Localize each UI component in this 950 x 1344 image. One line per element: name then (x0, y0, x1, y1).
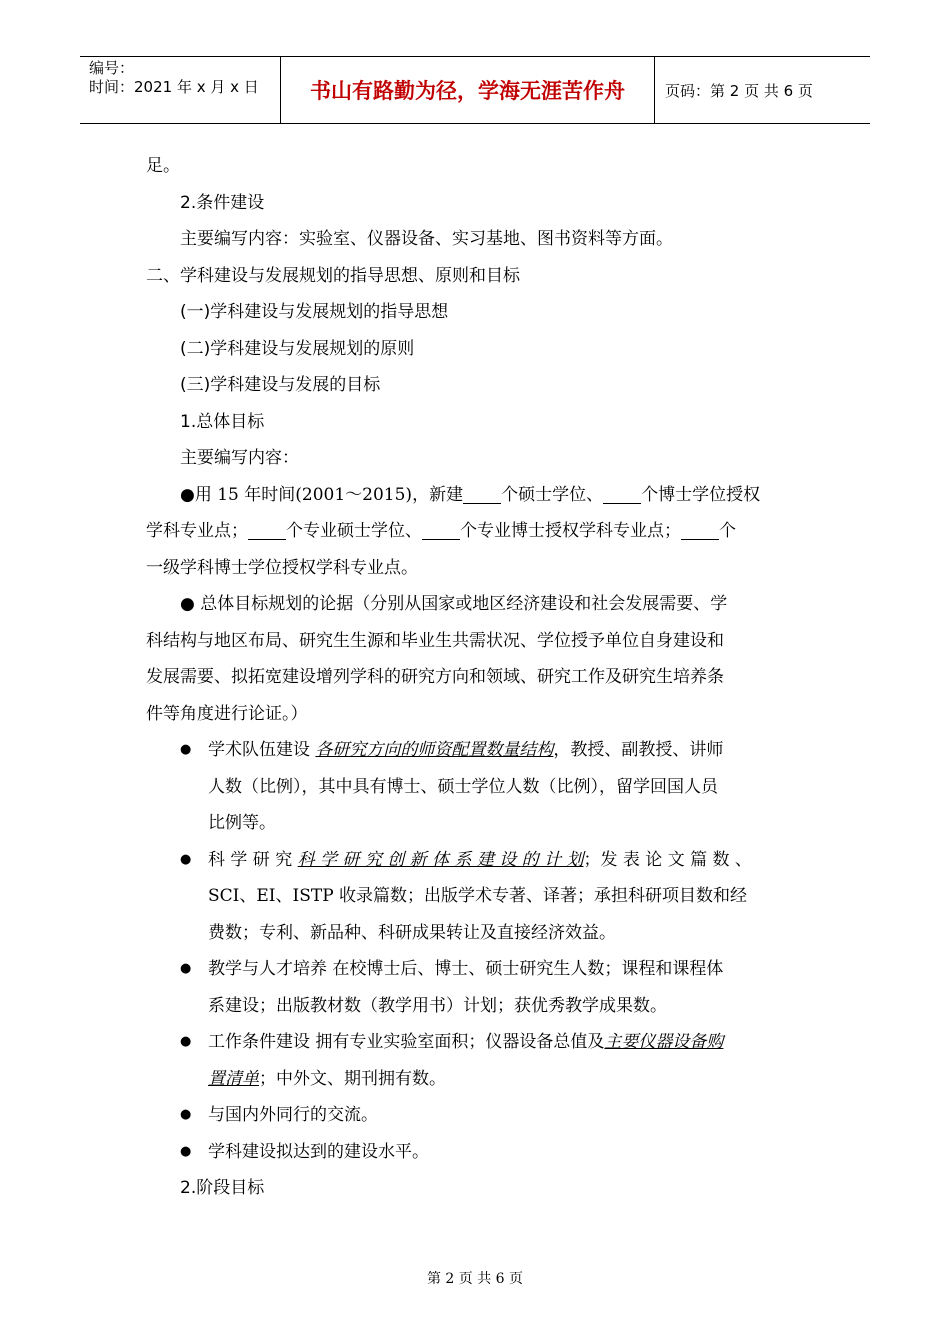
bullet-icon: ● (180, 961, 192, 976)
goal-text: 个博士学位授权 (641, 484, 761, 505)
underlined-text: 科 学 研 究 创 新 体 系 建 设 的 计 划 (297, 849, 584, 870)
paragraph-line: 足。 (146, 156, 180, 176)
header-page-info: 页码：第 2 页 共 6 页 (665, 81, 813, 100)
goal-text: 学科专业点； (146, 521, 248, 541)
item-text: ；中外文、期刊拥有数。 (259, 1068, 446, 1089)
list-item-line: 系建设；出版教材数（教学用书）计划；获优秀教学成果数。 (208, 995, 667, 1016)
paragraph-line: 一级学科博士学位授权学科专业点。 (146, 557, 418, 578)
header-meta (80, 57, 281, 123)
page-footer: 第 2 页 共 6 页 (426, 1271, 524, 1287)
list-item-line (208, 1061, 810, 1098)
bullet-icon: ● (180, 1143, 192, 1159)
paragraph-line: ● 总体目标规划的论据（分别从国家或地区经济建设和社会发展需要、学 (180, 594, 728, 614)
page-header (80, 56, 870, 124)
underlined-text: 置清单 (208, 1068, 259, 1089)
bullet-icon: ● (180, 742, 192, 757)
list-item (146, 1134, 810, 1171)
list-item (146, 732, 810, 842)
fill-in-blank (603, 483, 641, 504)
document-number-label: 编号： (89, 59, 135, 77)
list-item (146, 1097, 810, 1134)
underlined-text: 主要仪器设备购 (604, 1032, 724, 1052)
goal-line (146, 477, 810, 514)
section-heading: 2.条件建设 (180, 192, 265, 213)
fill-in-blank (463, 483, 501, 504)
fill-in-blank (248, 519, 286, 540)
section-heading: (三)学科建设与发展的目标 (180, 375, 381, 395)
header-motto: 书山有路勤为径，学海无涯苦作舟 (281, 57, 655, 123)
list-item-line: 教学与人才培养 在校博士后、博士、硕士研究生人数；课程和课程体 (208, 959, 724, 979)
document-time-label: 时间：2021 年 x 月 x 日 (89, 78, 259, 96)
bullet-icon: ● (180, 851, 192, 867)
document-body (146, 148, 810, 1207)
goal-text: 个专业博士授权学科专业点； (460, 521, 681, 541)
list-item-line (208, 1024, 810, 1061)
goal-text: 个专业硕士学位、 (286, 521, 422, 541)
chapter-heading: 二、学科建设与发展规划的指导思想、原则和目标 (146, 265, 520, 286)
goal-text: 个硕士学位、 (501, 484, 604, 505)
paragraph-line: 主要编写内容：实验室、仪器设备、实习基地、图书资料等方面。 (180, 229, 673, 249)
goal-text: ●用 15 年时间(2001～2015)，新建 (180, 484, 464, 505)
paragraph-line: 发展需要、拟拓宽建设增列学科的研究方向和领域、研究工作及研究生培养条 (146, 667, 724, 687)
item-text: ，教授、副教授、讲师 (553, 740, 724, 760)
fill-in-blank (422, 519, 460, 540)
section-heading: 2.阶段目标 (180, 1178, 265, 1198)
list-item (146, 842, 810, 952)
goal-text: 个 (719, 521, 736, 541)
list-item-line: 人数（比例），其中具有博士、硕士学位人数（比例），留学回国人员 (208, 776, 718, 797)
item-text: ；发 表 论 文 篇 数 、 (583, 849, 752, 870)
paragraph-line: 主要编写内容： (180, 448, 299, 468)
list-item-line (208, 842, 810, 879)
list-item-line: SCI、EI、ISTP 收录篇数；出版学术专著、译著；承担科研项目数和经 (208, 886, 748, 906)
section-heading: (一)学科建设与发展规划的指导思想 (180, 302, 449, 322)
bullet-icon: ● (180, 1034, 192, 1049)
paragraph-line: 科结构与地区布局、研究生生源和毕业生共需状况、学位授予单位自身建设和 (146, 630, 724, 651)
goal-line (146, 513, 810, 550)
bullet-icon: ● (180, 1107, 192, 1122)
bullet-list (146, 732, 810, 1170)
list-item-line: 比例等。 (208, 813, 276, 833)
list-item (146, 951, 810, 1024)
section-heading: (二)学科建设与发展规划的原则 (180, 338, 415, 359)
underlined-text: 各研究方向的师资配置数量结构 (315, 740, 554, 760)
paragraph-line: 件等角度进行论证。） (146, 703, 308, 724)
section-heading: 1.总体目标 (180, 411, 265, 432)
item-label: 科 学 研 究 (208, 849, 298, 870)
list-item-line: 学科建设拟达到的建设水平。 (208, 1141, 429, 1162)
list-item-line: 与国内外同行的交流。 (208, 1105, 378, 1125)
list-item-line (208, 732, 810, 769)
list-item (146, 1024, 810, 1097)
item-text: 工作条件建设 拥有专业实验室面积；仪器设备总值及 (208, 1032, 605, 1052)
list-item-line: 费数；专利、新品种、科研成果转让及直接经济效益。 (208, 922, 616, 943)
item-label: 学术队伍建设 (208, 740, 316, 760)
fill-in-blank (681, 519, 719, 540)
